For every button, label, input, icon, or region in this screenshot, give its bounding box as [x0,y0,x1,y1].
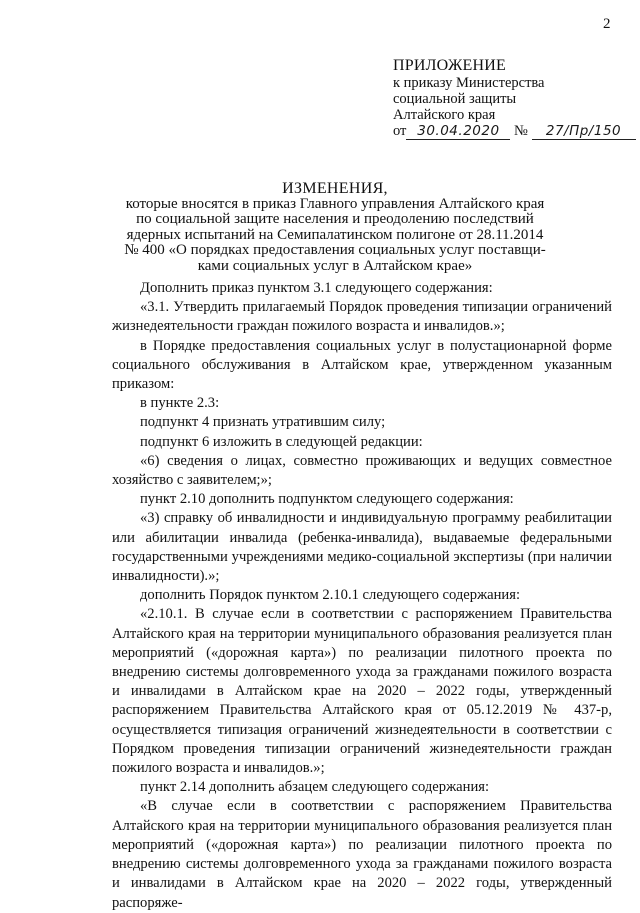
body-paragraph: в пункте 2.3: [140,395,220,412]
appendix-date-number-line [393,123,633,140]
document-title [120,181,550,274]
body-paragraph: дополнить Порядок пунктом 2.10.1 следующего содержания: [140,587,521,604]
body-paragraph: пункт 2.10 дополнить подпунктом следующего содержания: [140,491,514,508]
title-line: по социальной защите населения и преодолению последствий [136,211,534,227]
title-line: № 400 «О порядках предоставления социальных услуг поставщи- [124,242,546,258]
appendix-line: к приказу Министерства [393,75,545,91]
appendix-line: социальной защиты [393,91,517,107]
title-line: ядерных испытаний на Семипалатинском полигоне от 28.11.2014 [126,226,544,243]
document-body [112,279,612,913]
handwritten-number: 27/Пр/150 [532,123,636,140]
body-paragraph: в Порядке предоставления социальных услуг в полустационарной форме социального обслуживания в Алтайском крае, утвержденном указанным приказом: [112,337,612,393]
body-paragraph: «6) сведения о лицах, совместно проживающих и ведущих совместное хозяйство с заявителем;»; [112,452,612,489]
body-paragraph: подпункт 6 изложить в следующей редакции: [140,433,423,450]
number-label: № [514,123,528,139]
body-paragraph: пункт 2.14 дополнить абзацем следующего содержания: [140,779,490,796]
appendix-block [393,58,633,140]
body-paragraph: «2.10.1. В случае если в соответствии с распоряжением Правительства Алтайского края на территории муниципального образования реализуется план мероприятий («дорожная карта») по реализации пилотного проекта по внедрению системы долговременного ухода за гражданами пожилого возраста и инвалидами в Алтайском крае на 2020 – 2022 годы, утвержденный распоряжением Правительства Алтайского края от 05.12.2019 № 437-р, осуществляется типизация ограничений жизнедеятельности в соответствии с Порядком проведения типизации ограничений жизнедеятельности граждан пожилого возраста и инвалидов.»; [112,606,612,777]
body-paragraph: «3.1. Утвердить прилагаемый Порядок проведения типизации ограничений жизнедеятельности граждан пожилого возраста и инвалидов.»; [112,299,612,335]
body-paragraph: подпункт 4 признать утратившим силу; [140,414,386,431]
appendix-heading: ПРИЛОЖЕНИЕ [393,57,507,74]
title-line: которые вносятся в приказ Главного управления Алтайского края [125,195,545,212]
handwritten-date: 30.04.2020 [406,123,510,140]
title-heading: ИЗМЕНЕНИЯ, [282,180,388,197]
title-line: ками социальных услуг в Алтайском крае» [197,257,473,274]
body-paragraph: «3) справку об инвалидности и индивидуальную программу реабилитации или абилитации инвалида (ребенка-инвалида), выдаваемые федеральными государственными учреждениями медико-социальной экспертизы (при наличии инвалидности).»; [112,510,612,585]
body-paragraph: Дополнить приказ пунктом 3.1 следующего содержания: [140,280,493,296]
page-number: 2 [603,16,611,32]
from-label: от [393,123,407,139]
body-paragraph: «В случае если в соответствии с распоряжением Правительства Алтайского края на территории муниципального образования реализуется план мероприятий («дорожная карта») по реализации пилотного проекта по внедрению системы долговременного ухода за гражданами пожилого возраста и инвалидами в Алтайском крае на 2020 – 2022 годы, утвержденный распоряже- [112,798,612,911]
appendix-line: Алтайского края [393,107,496,123]
